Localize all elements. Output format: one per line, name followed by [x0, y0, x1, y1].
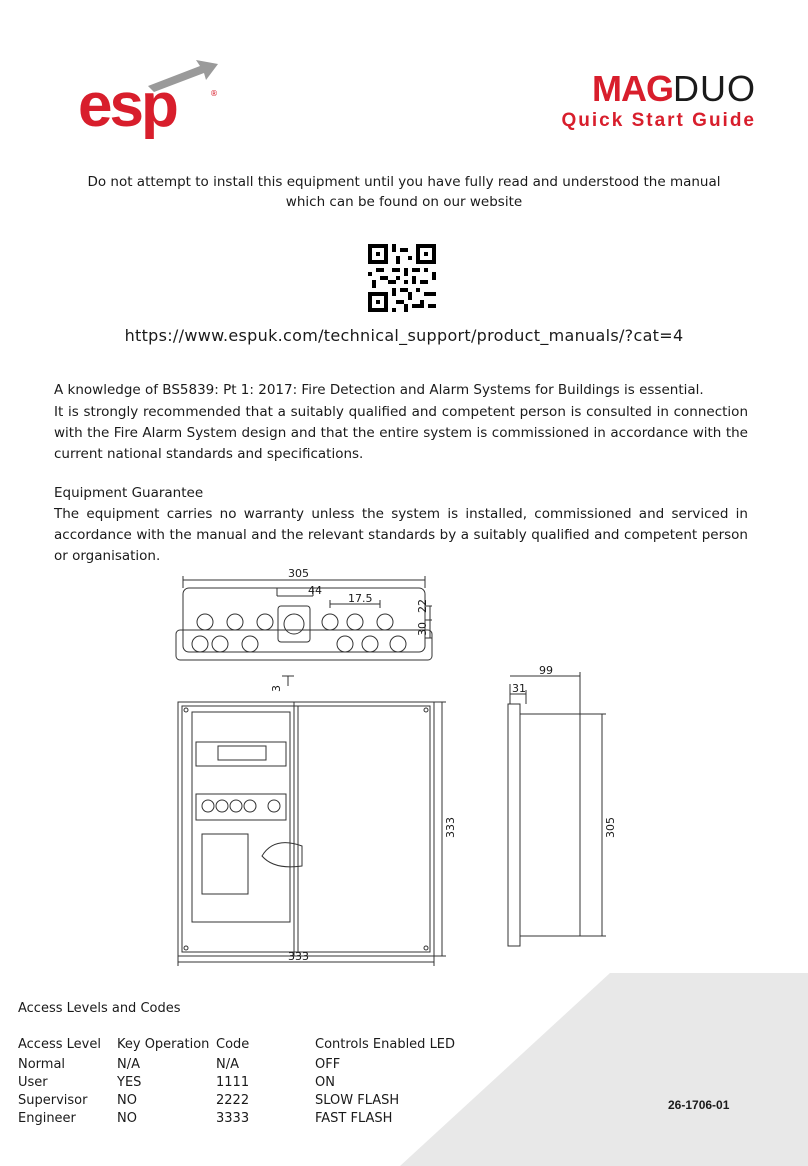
- table-row: [18, 1056, 475, 1074]
- esp-logo-text: esp: [78, 71, 176, 140]
- cell-key: NO: [117, 1093, 137, 1108]
- document-number: 26-1706-01: [668, 1098, 730, 1112]
- header-key-operation: Key Operation: [117, 1037, 210, 1052]
- cell-key: NO: [117, 1111, 137, 1126]
- side-view-lid: [508, 704, 520, 946]
- cell-level: Engineer: [18, 1111, 76, 1126]
- cell-code: N/A: [216, 1057, 239, 1072]
- cell-code: 2222: [216, 1093, 250, 1108]
- dim-side-height: 305: [604, 817, 617, 838]
- dim-side-lid: 31: [512, 682, 526, 695]
- qr-code[interactable]: [368, 244, 436, 312]
- guarantee-text: The equipment carries no warranty unless the system is installed, commissioned and serviced in accordance with the manual and the relevant standards by a suitably qualified and competent person or organisation.: [54, 506, 748, 564]
- table-header-row: [18, 1036, 475, 1056]
- intro-line-2: which can be found on our website: [285, 194, 523, 210]
- table-row: [18, 1092, 475, 1110]
- product-name-main: MAG: [592, 68, 673, 109]
- cell-level: Supervisor: [18, 1093, 88, 1108]
- intro-line-1: Do not attempt to install this equipment until you have fully read and understood the manual: [87, 174, 721, 190]
- panel-dimension-drawing: [170, 566, 630, 976]
- cell-led: OFF: [315, 1057, 341, 1072]
- cell-led: ON: [315, 1075, 335, 1090]
- top-view-lid: [176, 630, 432, 660]
- header-controls-led: Controls Enabled LED: [315, 1037, 456, 1052]
- product-name-suffix: DUO: [673, 68, 756, 109]
- cell-key: N/A: [117, 1057, 140, 1072]
- guarantee-heading: Equipment Guarantee: [54, 485, 204, 501]
- product-brand: [516, 70, 756, 132]
- table-row: [18, 1074, 475, 1092]
- dim-front-width: 333: [288, 950, 309, 963]
- cell-led: FAST FLASH: [315, 1111, 393, 1126]
- recommendation-text: It is strongly recommended that a suitably qualified and competent person is consulted in connection with the Fire Alarm System design and that the entire system is commissioned in accordance with the current national standards and specifications.: [54, 404, 748, 462]
- dim-knockout-pitch: 17.5: [348, 592, 373, 605]
- esp-logo: [78, 60, 228, 140]
- cell-level: User: [18, 1075, 48, 1090]
- dim-top-depth: 30: [416, 622, 429, 636]
- dim-top-gap: 44: [308, 584, 322, 597]
- dim-top-width: 305: [288, 567, 309, 580]
- cell-led: SLOW FLASH: [315, 1093, 400, 1108]
- intro-notice: [60, 172, 748, 212]
- header-code: Code: [216, 1037, 250, 1052]
- cell-level: Normal: [18, 1057, 66, 1072]
- dim-top-offset: 22: [416, 599, 429, 613]
- dim-front-offset: 3: [270, 685, 283, 692]
- cell-code: 3333: [216, 1111, 250, 1126]
- dim-side-depth: 99: [539, 664, 553, 677]
- manual-url-link[interactable]: https://www.espuk.com/technical_support/product_manuals/?cat=4: [124, 326, 684, 345]
- cell-code: 1111: [216, 1075, 250, 1090]
- dim-front-height: 333: [444, 817, 457, 838]
- side-view-body: [520, 714, 580, 936]
- product-title: [516, 70, 756, 108]
- svg-text:®: ®: [210, 89, 218, 98]
- access-levels-table: [18, 1036, 475, 1128]
- control-panel-outline: [192, 712, 290, 922]
- cell-key: YES: [117, 1075, 142, 1090]
- guide-subtitle: Quick Start Guide: [561, 110, 756, 131]
- access-levels-title: Access Levels and Codes: [18, 1001, 181, 1016]
- standards-text: A knowledge of BS5839: Pt 1: 2017: Fire Detection and Alarm Systems for Buildings is essential.: [54, 382, 704, 398]
- front-view-body: [178, 702, 434, 956]
- table-row: [18, 1110, 475, 1128]
- header-access-level: Access Level: [18, 1037, 101, 1052]
